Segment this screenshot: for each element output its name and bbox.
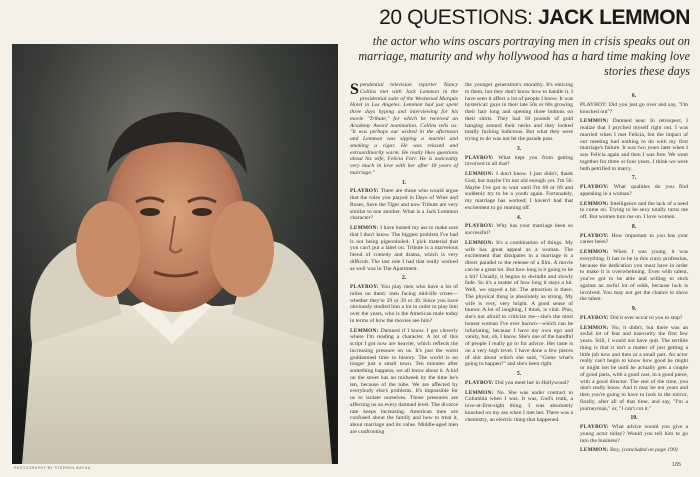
portrait-illustration xyxy=(12,44,338,464)
question: PLAYBOY: How important to you has your career been? xyxy=(580,232,688,246)
question: PLAYBOY: Why has your marriage been so successful? xyxy=(465,223,573,236)
question-number: 5. xyxy=(516,371,522,377)
article-intro: Spendential television reporter Nancy Collins met with Jack Lemmon in the presidential suite of the Westwood Marquis Hotel in Los Angeles. Lemmon had just spent three days hyping and interviewing for his movie "Tribute," for which he received an Academy Award nomination. Collins tells us: "It was perhaps our wished in the afternoon and Lemmon was sipping a martini and smoking a cigar. He was relaxed and extraordinarily warm. He really likes questions about his wife, Felicia Farr. He is noticeably very much in love with her after 18 years of marriage." xyxy=(350,81,458,176)
answer: LEMMON: Damned near. In retrospect, I realize that I psyched myself right out. I was married when I met Felicia, but the impact of our meeting had nothing to do with my first marriage's failure. It was two years later when I saw Felicia again and then I was free. We went together for three or four years. I think we were both petrified to marry. xyxy=(580,118,689,172)
question-number: 2. xyxy=(401,275,407,282)
question-number: 6. xyxy=(631,93,637,99)
page-number: 185 xyxy=(672,462,682,468)
answer: LEMMON: When I was young, it was everything. It has to be in this crazy profession, because the dedication you must have in order to make it is overwhelming. Even with talent, you've got to be able and willing to stick against an awful lot of odds, because luck is involved. You may not get the chance to show the talent. xyxy=(580,249,688,303)
photo-credit: PHOTOGRAPHY BY STEPHEN WAYDA xyxy=(14,466,91,470)
question-number: 10. xyxy=(630,415,638,422)
article-column-3 xyxy=(580,90,688,457)
question: PLAYBOY: You play men who have a lot of miles on them: men facing mid-life crises—whether they're 29 or 39 or 49. Since you have obviously studied him a lot in order to play him over the years, who is the American male today in terms of how the movies see him? xyxy=(350,284,458,324)
answer: LEMMON: I have busted my ass to make sure that I don't know. The biggest problem I've had is not being pigeonholed. I pick material that you can't put a label on. Tribute is a marvelous blend of comedy and drama, which is very difficult. The last role I had that really worked as well was in The Apartment. xyxy=(350,225,458,272)
answer: LEMMON: No. She was under contract to Columbia when I was. It was, God's truth, a love-at-first-sight thing. I was absolutely knocked on my ass when I met her. There was a chemistry, an electric thing that happened. xyxy=(465,389,573,423)
question-number: 1. xyxy=(401,179,407,186)
article-column-1 xyxy=(350,82,458,439)
answer: LEMMON: I don't know. I just didn't, thank God, but maybe I'm not old enough yet. I'm 56. Maybe I've got to wait until I'm 68 or 69 and suddenly try to be a youth again. Fortunately, my marriage has worked; I haven't had that excitement to go running off. xyxy=(465,171,573,211)
question: PLAYBOY: What qualities do you find appealing in a woman? xyxy=(580,184,688,197)
answer: LEMMON: Damned if I know. I got cleverly where I'm reading a character. A lot of this script I got now are heavier, which reflects the increasing pressure on us. It's just the worst goddamned time in history. The world is no longer just a small town. Ten minutes after something happens, we all know about it. A kid on the street has no midweek by the time he's ten, because of the tube. We are affected by everybody else's problems. It's impossible for us to isolate ourselves. Those pressures are affecting us on every damned level. The divorce rate keeps increasing. American men are confused about the family and how to treat it, about marriage and its value. Middle-aged men are confronting xyxy=(350,327,458,435)
question-number: 7. xyxy=(631,175,637,182)
answer: LEMMON: Boy, (concluded on page 190) xyxy=(580,447,678,454)
question-number: 8. xyxy=(631,223,637,230)
answer: LEMMON: Intelligence and the lack of a need to come on. Trying to be sexy totally turns me off. But women turn me on. I love women. xyxy=(580,200,688,220)
question-number: 4. xyxy=(516,214,522,221)
title-prefix: 20 QUESTIONS: xyxy=(379,6,533,29)
answer: LEMMON: No, it didn't, but there was an awful lot of fear and insecurity the first few years. Still, I would not have quit. The terrible thing is that it isn't a matter of just getting a little job now and then or a small part. An actor really can't begin to know how good he might or might not be until he actually gets a couple of good parts, with a good cast, in a good piece, with a good director. The rest of the time, you don't really know. And it may be ten years and then you're going to have to look in the mirror, finally, after all of that time, and say, "I'm a journeyman," or, "I can't cut it." xyxy=(580,324,688,412)
title-name: JACK LEMMON xyxy=(538,6,690,29)
question: PLAYBOY: Did you just go over and say, "I'm knocked out"? xyxy=(580,101,688,115)
drop-cap: S xyxy=(350,81,359,98)
article-deck: the actor who wins oscars portraying men in crisis speaks out on marriage, maturity and why hollywood has a hard time making love stories these days xyxy=(358,34,690,78)
question: PLAYBOY: What kept you from getting involved in all that? xyxy=(465,154,573,168)
question-number: 9. xyxy=(631,306,637,312)
page-title xyxy=(330,6,690,30)
portrait-photo xyxy=(12,44,338,464)
question: PLAYBOY: Did you meet her in Hollywood? xyxy=(465,379,569,386)
question: PLAYBOY: What advice would you give a young actor today? Would you tell him to go into the business? xyxy=(580,424,688,444)
question: PLAYBOY: There are those who would argue that the roles you played in Days of Wine and Roses, Save the Tiger and now Tribute are very similar to one another. What is a Jack Lemmon character? xyxy=(350,188,458,222)
continued-note: (concluded on page 190) xyxy=(621,447,678,454)
question: PLAYBOY: Did it ever occur to you to stop? xyxy=(580,314,683,321)
continued-text: the younger generation's morality. It's enticing to them, but they don't know how to handle it. I have seen it affect a lot of people I know. It was hysterical: guys in their late 50s or 60s growing their hair long and opening three buttons on their shirts. They had 18 pounds of gold hanging around their necks and they looked totally fucking ludicrous. But what they were trying to do was not let the parade pass. xyxy=(465,82,573,142)
answer: LEMMON: It's a combination of things. My wife has great appeal as a woman. The excitement that dissipates in a marriage is a direct parallel to the release of a film. A movie can be a great hit. But how long is it going to be a hit? Usually, it begins to dwindle and slowly fade. So it's a matter of how long it stays a hit. Well, we stayed a hit. The attraction is there. The physical thing is absolutely as strong. My wife is very, very bright. A good sense of humor. A lot of laughing, I think, is vital. Plus, she's not afraid to criticize me—she's the most honest woman I've ever known—which can be infuriating, because I have my own ego and vanity, but, oh, I know. She's one of the handful of people I really go to for advice. Her taste is on a very high level. I have done a few pieces of shit about which she said, "Come what's going to happen?" and she's been right. xyxy=(465,239,573,368)
question-number: 3. xyxy=(516,145,522,152)
article-column-2 xyxy=(465,82,573,426)
